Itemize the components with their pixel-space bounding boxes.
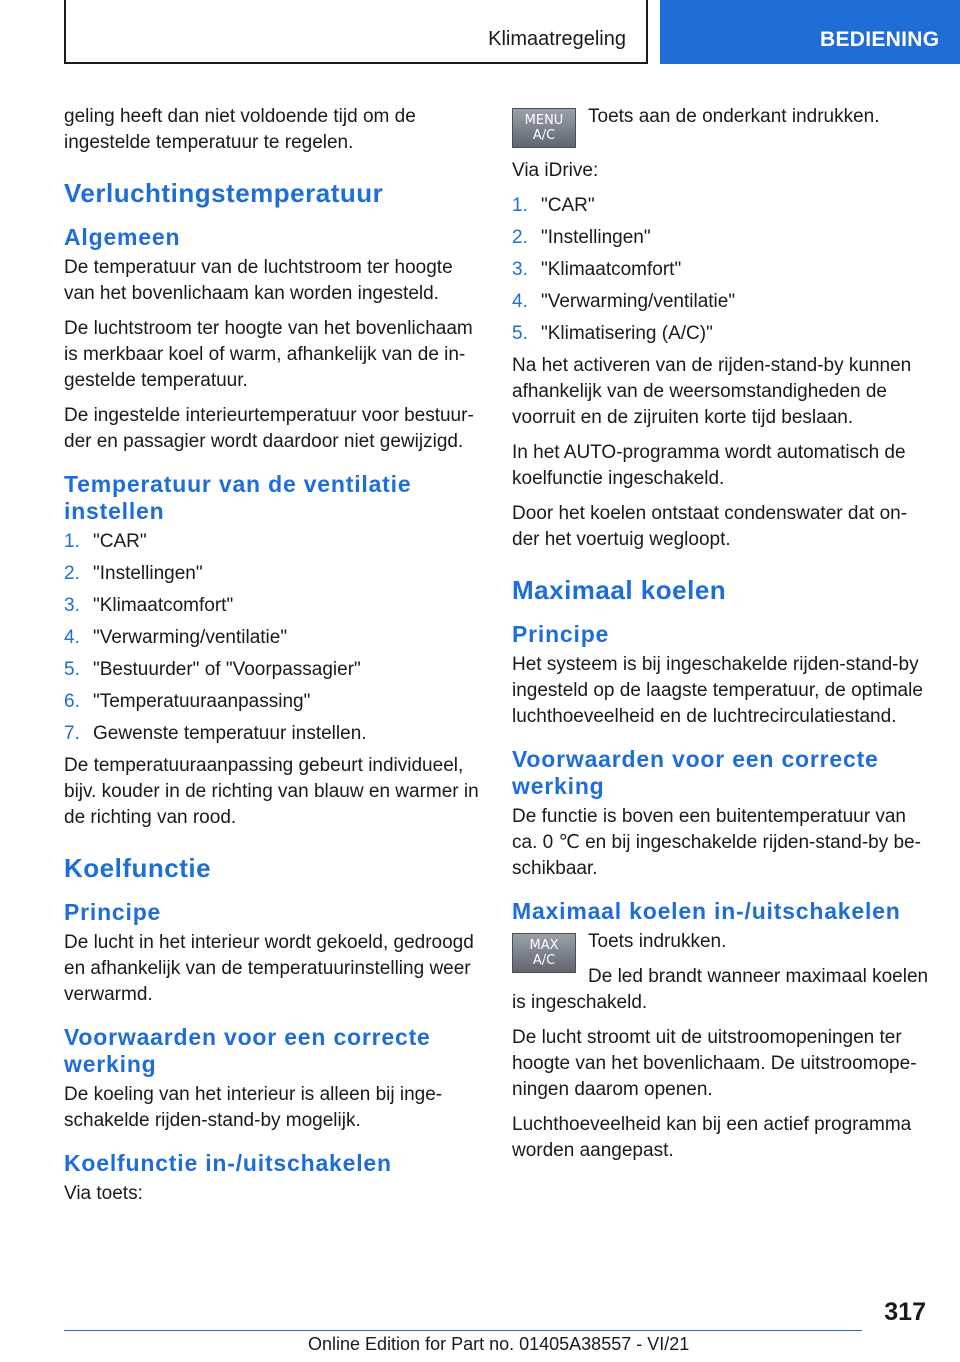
right-column — [512, 104, 932, 1173]
step-text: "Instellingen" — [541, 227, 651, 248]
paragraph: De lucht in het interieur wordt gekoeld, gedroogd en afhankelijk van de temperatuurinstelling weer verwarmd. — [64, 932, 474, 1005]
list-item — [64, 593, 482, 619]
chapter-tab — [660, 0, 960, 64]
paragraph: De temperatuuraanpassing gebeurt individueel, bijv. kouder in de richting van blauw en warmer in de richting van rood. — [64, 755, 479, 828]
paragraph: De koeling van het interieur is alleen bij inge-schakelde rijden-stand-by mogelijk. — [64, 1084, 443, 1131]
key-label: MENU — [524, 113, 564, 128]
heading-cooling-function: Koelfunctie — [64, 853, 212, 883]
heading-max-cooling-onoff: Maximaal koelen in-/uitschakelen — [512, 898, 901, 924]
list-item — [512, 289, 932, 315]
heading-set-vent-temperature: Temperatuur van de ventilatie instellen — [64, 471, 412, 524]
step-number: 3. — [64, 595, 80, 616]
menu-ac-button-icon — [512, 108, 576, 148]
paragraph: Door het koelen ontstaat condenswater dat on-der het voertuig wegloopt. — [512, 503, 908, 550]
paragraph: Het systeem is bij ingeschakelde rijden-stand-by ingesteld op de laagste temperatuur, de optimale luchthoeveelheid en de luchtrecirculatiestand. — [512, 654, 923, 727]
list-item — [512, 257, 932, 283]
list-item — [512, 193, 932, 219]
left-column — [64, 104, 482, 1216]
step-number: 6. — [64, 691, 80, 712]
list-item — [64, 721, 482, 747]
step-number: 7. — [64, 723, 80, 744]
paragraph: De temperatuur van de luchtstroom ter hoogte van het bovenlichaam kan worden ingesteld. — [64, 257, 453, 304]
heading-general: Algemeen — [64, 224, 181, 250]
page-number: 317 — [884, 1298, 926, 1326]
step-number: 3. — [512, 259, 528, 280]
list-item — [64, 689, 482, 715]
heading-principle: Principe — [64, 899, 162, 925]
footer-edition: Online Edition for Part no. 01405A38557 - VI/21 — [308, 1334, 690, 1354]
paragraph: De ingestelde interieurtemperatuur voor bestuur-der en passagier wordt daardoor niet gewijzigd. — [64, 405, 474, 452]
intro-paragraph: geling heeft dan niet voldoende tijd om de ingestelde temperatuur te regelen. — [64, 106, 416, 153]
step-text: "CAR" — [541, 195, 595, 216]
paragraph: Via iDrive: — [512, 160, 599, 181]
step-number: 5. — [64, 659, 80, 680]
paragraph: In het AUTO-programma wordt automatisch de koelfunctie ingeschakeld. — [512, 442, 906, 489]
step-number: 4. — [512, 291, 528, 312]
list-item — [64, 529, 482, 555]
paragraph: Luchthoeveelheid kan bij een actief programma worden aangepast. — [512, 1114, 912, 1161]
step-number: 1. — [512, 195, 528, 216]
step-text: "Klimaatcomfort" — [541, 259, 682, 280]
heading-cooling-onoff: Koelfunctie in-/uitschakelen — [64, 1150, 392, 1176]
list-item — [64, 657, 482, 683]
step-number: 2. — [64, 563, 80, 584]
section-title: Klimaatregeling — [488, 28, 626, 50]
key-label: MAX — [529, 938, 559, 953]
step-text: Gewenste temperatuur instellen. — [93, 723, 367, 744]
key-label: A/C — [532, 953, 556, 968]
steps-list — [512, 193, 932, 347]
chapter-tab-label: BEDIENING — [820, 28, 940, 51]
heading-max-cooling: Maximaal koelen — [512, 575, 727, 605]
step-text: "Verwarming/ventilatie" — [541, 291, 736, 312]
step-text: "Temperatuuraanpassing" — [93, 691, 311, 712]
paragraph: De functie is boven een buitentemperatuur van ca. 0 ℃ en bij ingeschakelde rijden-stand-by be-schikbaar. — [512, 806, 921, 879]
paragraph: De luchtstroom ter hoogte van het bovenlichaam is merkbaar koel of warm, afhankelijk van de in-gestelde temperatuur. — [64, 318, 473, 391]
step-text: "Instellingen" — [93, 563, 203, 584]
heading-principle: Principe — [512, 621, 610, 647]
list-item — [64, 625, 482, 651]
step-text: "Klimaatcomfort" — [93, 595, 234, 616]
list-item — [512, 321, 932, 347]
step-text: "Verwarming/ventilatie" — [93, 627, 288, 648]
paragraph: Via toets: — [64, 1183, 143, 1204]
step-number: 4. — [64, 627, 80, 648]
footer-divider — [64, 1330, 862, 1331]
max-ac-button-icon — [512, 933, 576, 973]
menu-ac-instruction — [512, 104, 932, 154]
heading-conditions: Voorwaarden voor een correcte werking — [512, 746, 879, 799]
paragraph: De lucht stroomt uit de uitstroomopeningen ter hoogte van het bovenlichaam. De uitstroomope-ningen daarom openen. — [512, 1027, 917, 1100]
paragraph: De led brandt wanneer maximaal koelen is ingeschakeld. — [512, 966, 929, 1013]
step-text: "Bestuurder" of "Voorpassagier" — [93, 659, 361, 680]
header-section-box — [64, 0, 648, 64]
paragraph: Toets aan de onderkant indrukken. — [588, 106, 880, 127]
list-item — [512, 225, 932, 251]
key-label: A/C — [532, 128, 556, 143]
heading-conditions: Voorwaarden voor een correcte werking — [64, 1024, 431, 1077]
step-text: "Klimatisering (A/C)" — [541, 323, 713, 344]
list-item — [64, 561, 482, 587]
step-number: 5. — [512, 323, 528, 344]
paragraph: Na het activeren van de rijden-stand-by kunnen afhankelijk van de weersomstandigheden de voorruit en de zijruiten korte tijd beslaan. — [512, 355, 912, 428]
heading-vent-temperature: Verluchtingstemperatuur — [64, 178, 384, 208]
step-number: 2. — [512, 227, 528, 248]
paragraph: Toets indrukken. — [588, 931, 727, 952]
max-ac-instruction — [512, 929, 932, 1016]
step-number: 1. — [64, 531, 80, 552]
steps-list — [64, 529, 482, 747]
step-text: "CAR" — [93, 531, 147, 552]
